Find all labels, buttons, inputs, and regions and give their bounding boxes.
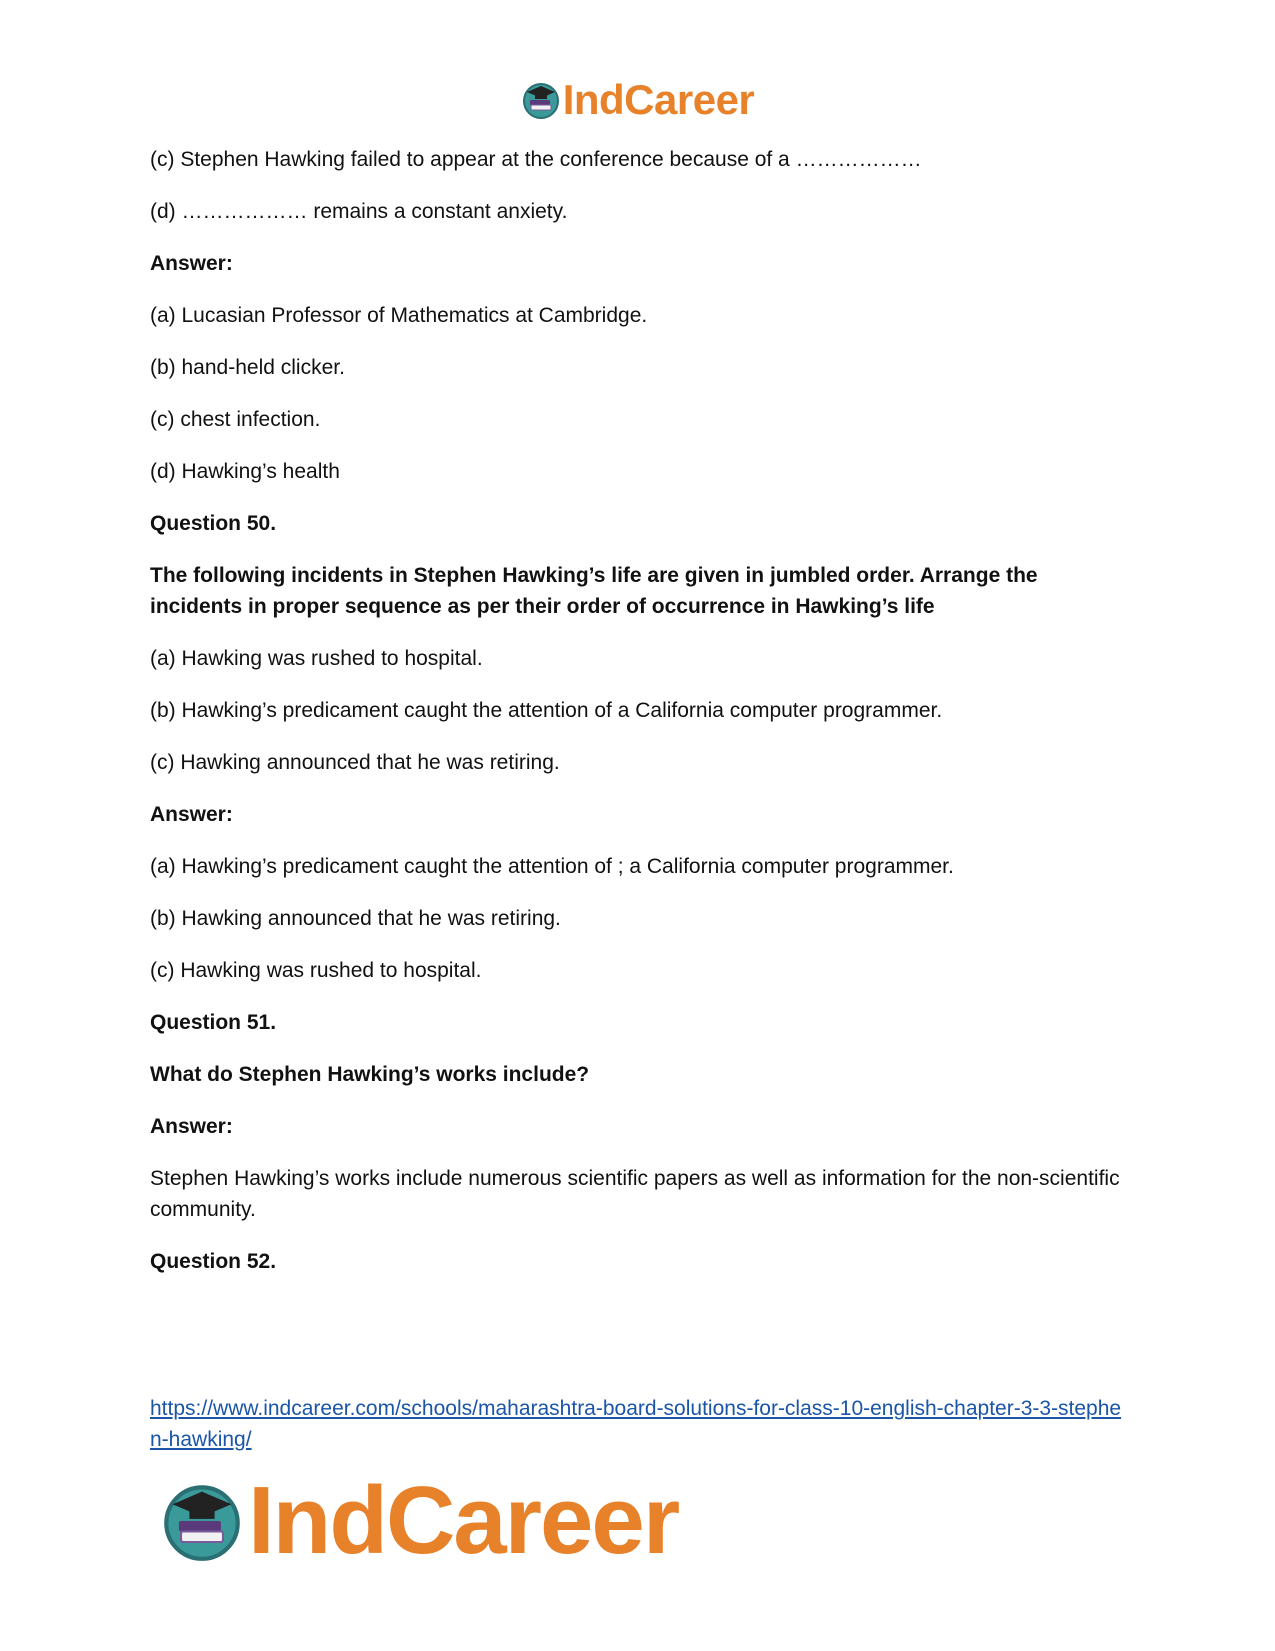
paragraph: Question 51. <box>150 1011 277 1034</box>
paragraph: (b) Hawking announced that he was retiring. <box>150 907 561 930</box>
paragraph: (a) Hawking’s predicament caught the attention of ; a California computer programmer. <box>150 855 954 878</box>
graduation-book-globe-icon <box>521 80 561 120</box>
paragraph: (c) Hawking announced that he was retiring. <box>150 751 560 774</box>
paragraph: The following incidents in Stephen Hawking’s life are given in jumbled order. Arrange the incidents in proper sequence as per their order of occurrence in Hawking’s life <box>150 564 1038 618</box>
paragraph: Answer: <box>150 252 233 275</box>
paragraph: What do Stephen Hawking’s works include? <box>150 1063 590 1086</box>
document-body <box>150 144 1125 1277</box>
paragraph: (a) Hawking was rushed to hospital. <box>150 647 483 670</box>
paragraph: (d) Hawking’s health <box>150 460 340 483</box>
paragraph: (b) Hawking’s predicament caught the attention of a California computer programmer. <box>150 699 943 722</box>
paragraph: (d) ……………… remains a constant anxiety. <box>150 200 568 223</box>
graduation-book-globe-icon <box>160 1479 244 1563</box>
brand-name: IndCareer <box>562 76 755 123</box>
paragraph: (c) Hawking was rushed to hospital. <box>150 959 482 982</box>
paragraph: (c) chest infection. <box>150 408 321 431</box>
paragraph: (c) Stephen Hawking failed to appear at the conference because of a ……………… <box>150 148 922 171</box>
paragraph: (a) Lucasian Professor of Mathematics at Cambridge. <box>150 304 648 327</box>
brand-name: IndCareer <box>248 1467 679 1574</box>
paragraph: Question 52. <box>150 1250 277 1273</box>
paragraph: Stephen Hawking’s works include numerous scientific papers as well as information for the non-scientific community. <box>150 1167 1120 1221</box>
paragraph: Answer: <box>150 803 233 826</box>
source-link[interactable]: https://www.indcareer.com/schools/maharashtra-board-solutions-for-class-10-english-chapter-3-3-stephen-hawking/ <box>150 1397 1122 1451</box>
paragraph: (b) hand-held clicker. <box>150 356 345 379</box>
header-logo <box>0 76 1275 124</box>
footer-logo <box>160 1466 678 1576</box>
paragraph: Question 50. <box>150 512 277 535</box>
paragraph: Answer: <box>150 1115 233 1138</box>
